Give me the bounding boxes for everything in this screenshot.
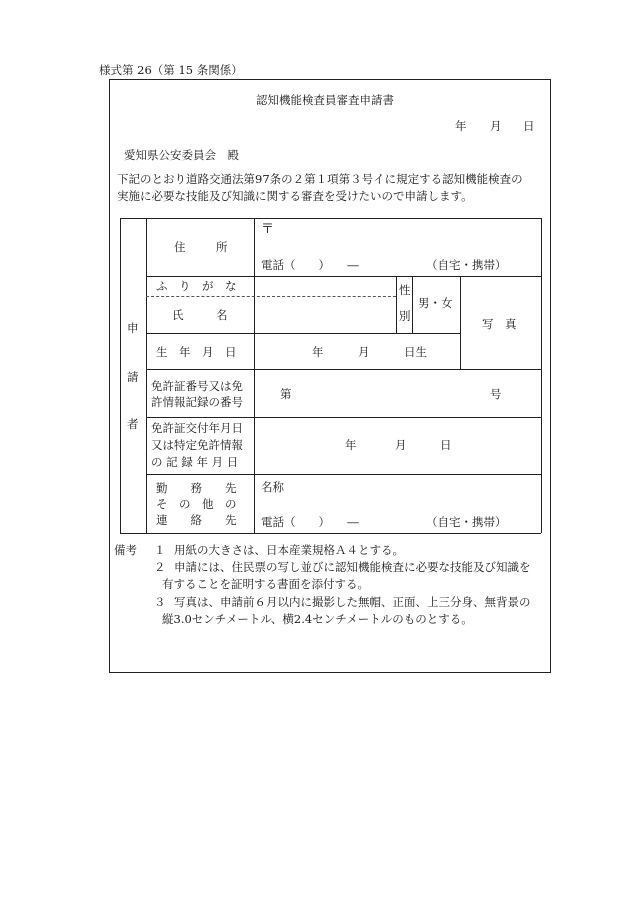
form-title: 認知機能検査員審査申請書 bbox=[256, 93, 394, 107]
address-phone[interactable]: 電話（ ） ― bbox=[261, 258, 359, 272]
address-label-1: 住 bbox=[174, 240, 186, 254]
intro-line-2: 実施に必要な技能及び知識に関する審査を受けたいので申請します。 bbox=[117, 189, 473, 203]
note-1-number: １ bbox=[154, 543, 166, 557]
address-phone-type: （自宅・携帯） bbox=[426, 258, 507, 272]
applicant-label-1: 申 bbox=[127, 321, 139, 335]
furigana-label: ふ り が な bbox=[156, 279, 237, 293]
license-date-label-2: 又は特定免許情報 bbox=[151, 438, 243, 452]
sex-options[interactable]: 男・女 bbox=[418, 296, 453, 310]
license-date-label-1: 免許証交付年月日 bbox=[151, 421, 243, 435]
workplace-label-3: 連 絡 先 bbox=[156, 513, 237, 527]
license-date-day: 日 bbox=[440, 438, 452, 452]
note-2-number: ２ bbox=[154, 560, 166, 574]
postal-mark: 〒 bbox=[261, 222, 275, 237]
workplace-name-label: 名称 bbox=[261, 480, 284, 494]
note-2-line-1: 申請には、住民票の写し並びに認知機能検査に必要な技能及び知識を bbox=[174, 560, 531, 574]
intro-line-1: 下記のとおり道路交通法第97条の２第１項第３号イに規定する認知機能検査の bbox=[117, 172, 523, 186]
sex-label-1: 性 bbox=[399, 283, 411, 297]
workplace-phone-type: （自宅・携帯） bbox=[426, 515, 507, 529]
date-day: 日 bbox=[523, 119, 535, 133]
workplace-label-2: そ の 他 の bbox=[156, 497, 237, 511]
notes-heading: 備考 bbox=[114, 543, 137, 557]
note-3-number: ３ bbox=[154, 595, 166, 609]
license-no-suffix: 号 bbox=[490, 387, 502, 401]
note-3-line-2: 縦3.0センチメートル、横2.4センチメートルのものとする。 bbox=[162, 612, 473, 626]
license-date-month: 月 bbox=[395, 438, 407, 452]
name-label-2: 名 bbox=[216, 308, 228, 322]
license-no-label-1: 免許証番号又は免 bbox=[151, 379, 243, 393]
photo-label: 写 真 bbox=[482, 317, 517, 331]
addressee: 愛知県公安委員会 殿 bbox=[124, 148, 239, 162]
license-no-prefix: 第 bbox=[280, 387, 292, 401]
sex-label-2: 別 bbox=[399, 309, 411, 323]
birth-label: 生 年 月 日 bbox=[156, 345, 237, 359]
note-3-line-1: 写真は、申請前６月以内に撮影した無帽、正面、上三分身、無背景の bbox=[174, 595, 531, 609]
form-number-label: 様式第 26（第 15 条関係） bbox=[99, 63, 243, 77]
date-month: 月 bbox=[490, 119, 502, 133]
name-label-1: 氏 bbox=[172, 308, 184, 322]
license-date-label-3: の 記 録 年 月 日 bbox=[151, 455, 239, 469]
applicant-label-3: 者 bbox=[127, 417, 139, 431]
birth-value[interactable]: 年 月 日生 bbox=[312, 345, 427, 359]
applicant-label-2: 請 bbox=[127, 370, 139, 384]
license-no-label-2: 許情報記録の番号 bbox=[151, 395, 243, 409]
date-year: 年 bbox=[455, 119, 467, 133]
note-1-text: 用紙の大きさは、日本産業規格Ａ４とする。 bbox=[174, 543, 404, 557]
note-2-line-2: 有することを証明する書面を添付する。 bbox=[162, 577, 369, 591]
workplace-phone[interactable]: 電話（ ） ― bbox=[261, 515, 359, 529]
license-date-year: 年 bbox=[345, 438, 357, 452]
address-label-2: 所 bbox=[216, 240, 228, 254]
workplace-label-1: 勤 務 先 bbox=[156, 481, 237, 495]
